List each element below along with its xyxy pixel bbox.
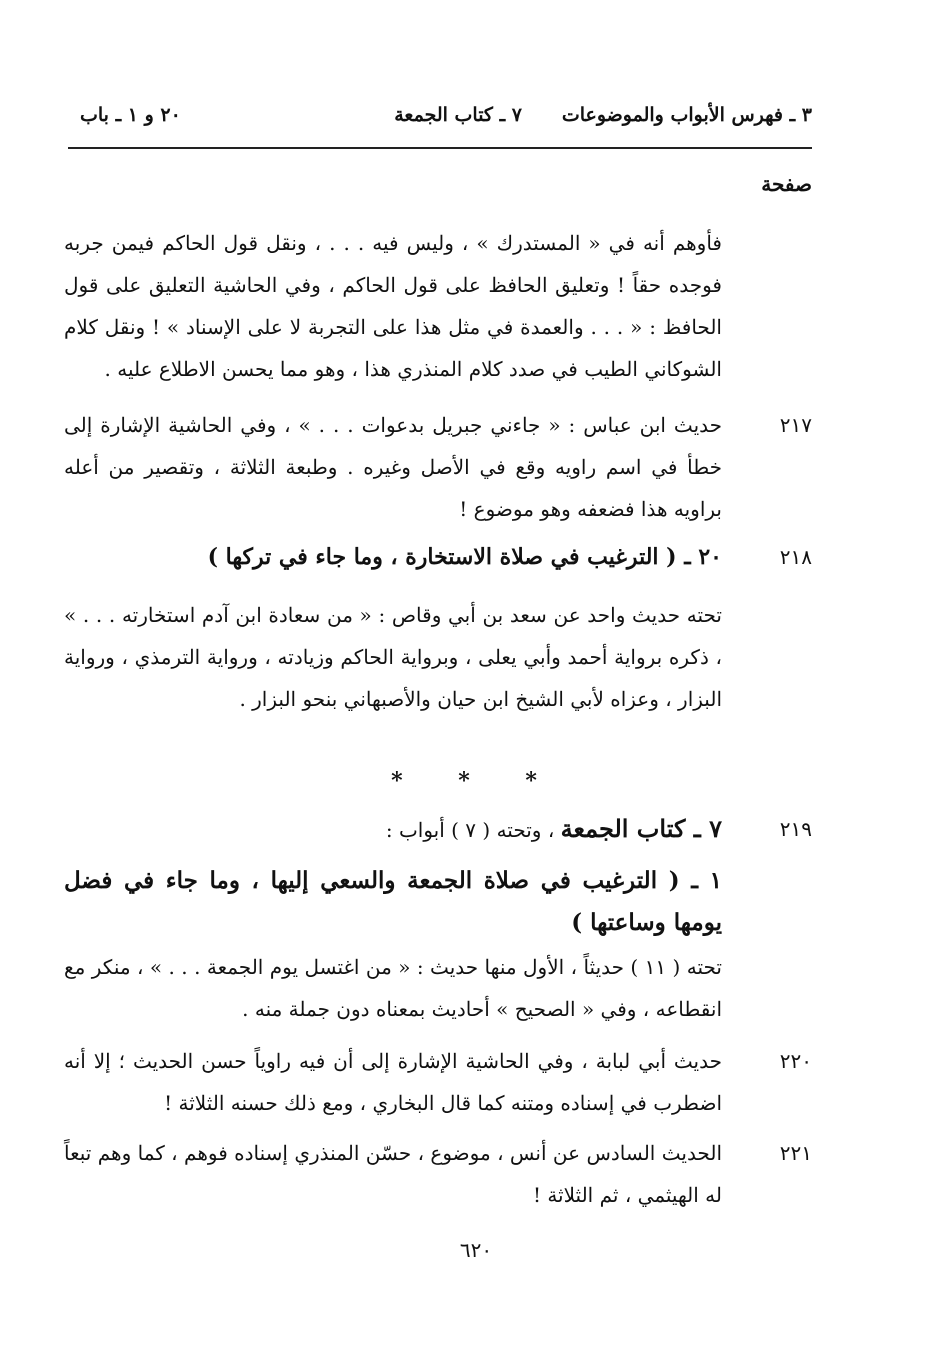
entry-number-217: ٢١٧ <box>779 413 812 437</box>
header-section-title: ٣ ـ فهرس الأبواب والموضوعات <box>561 104 812 126</box>
entry-text-221: الحديث السادس عن أنس ، موضوع ، حسّن المنذري إسناده فوهم ، كما وهم تبعاً له الهيثمي ، ثم الثلاثة ! <box>64 1141 722 1207</box>
page-column-label: صفحة <box>761 172 812 196</box>
entry-number-218: ٢١٨ <box>779 545 812 569</box>
entry-number-221: ٢٢١ <box>779 1141 812 1165</box>
entry-text-220: حديث أبي لبابة ، وفي الحاشية الإشارة إلى أن فيه راوياً حسن الحديث ؛ إلا أنه اضطرب في إسناده ومتنه كما قال البخاري ، ومع ذلك حسنه الثلاثة ! <box>64 1049 722 1115</box>
header-divider <box>68 147 812 149</box>
intro-paragraph: فأوهم أنه في « المستدرك » ، وليس فيه . . . ، ونقل قول الحاكم فيمن جربه فوجده حقاً ! وتعليق الحافظ على قول الحاكم ، وفي الحاشية التعليق على قول الحافظ : « . . . والعمدة في مثل هذا على التجربة لا على الإسناد » ! ونقل كلام الشوكاني الطيب في صدد كلام المنذري هذا ، وهو مما يحسن الاطلاع عليه . <box>64 231 722 381</box>
chapter-title: ٧ ـ كتاب الجمعة <box>560 814 722 843</box>
section-separator: * * * <box>391 768 561 794</box>
header-book-title: ٧ ـ كتاب الجمعة <box>394 104 522 126</box>
entry-text-217: حديث ابن عباس : « جاءني جبريل بدعوات . . . » ، وفي الحاشية الإشارة إلى خطأ في اسم راويه وقع في الأصل وغيره . وطبعة الثلاثة ، وتقصير من أعله براويه هذا فضعفه وهو موضوع ! <box>64 413 722 521</box>
entry-number-219: ٢١٩ <box>779 817 812 841</box>
header-chapter-range: ٢٠ و ١ ـ باب <box>80 104 181 126</box>
entry-number-220: ٢٢٠ <box>779 1049 812 1073</box>
page-number: ٦٢٠ <box>459 1238 493 1262</box>
chapter-subtitle: ، وتحته ( ٧ ) أبواب : <box>385 818 555 842</box>
entry-line-219 <box>64 808 722 851</box>
running-header <box>80 98 812 138</box>
entry-heading-218: ٢٠ ـ ( الترغيب في صلاة الاستخارة ، وما جاء في تركها ) <box>207 544 722 570</box>
entry-heading-219: ١ ـ ( الترغيب في صلاة الجمعة والسعي إليها ، وما جاء في فضل يومها وساعتها ) <box>64 867 722 936</box>
entry-text-218: تحته حديث واحد عن سعد بن أبي وقاص : « من سعادة ابن آدم استخارته . . . » ، ذكره برواية أحمد وأبي يعلى ، وبرواية الحاكم وزيادته ، ورواية الترمذي ، ورواية البزار ، وعزاه لأبي الشيخ ابن حيان والأصبهاني بنحو البزار . <box>64 603 722 711</box>
entry-text-219: تحته ( ١١ ) حديثاً ، الأول منها حديث : « من اغتسل يوم الجمعة . . . » ، منكر مع انقطاعه ، وفي « الصحيح » أحاديث بمعناه دون جملة منه . <box>64 955 722 1021</box>
